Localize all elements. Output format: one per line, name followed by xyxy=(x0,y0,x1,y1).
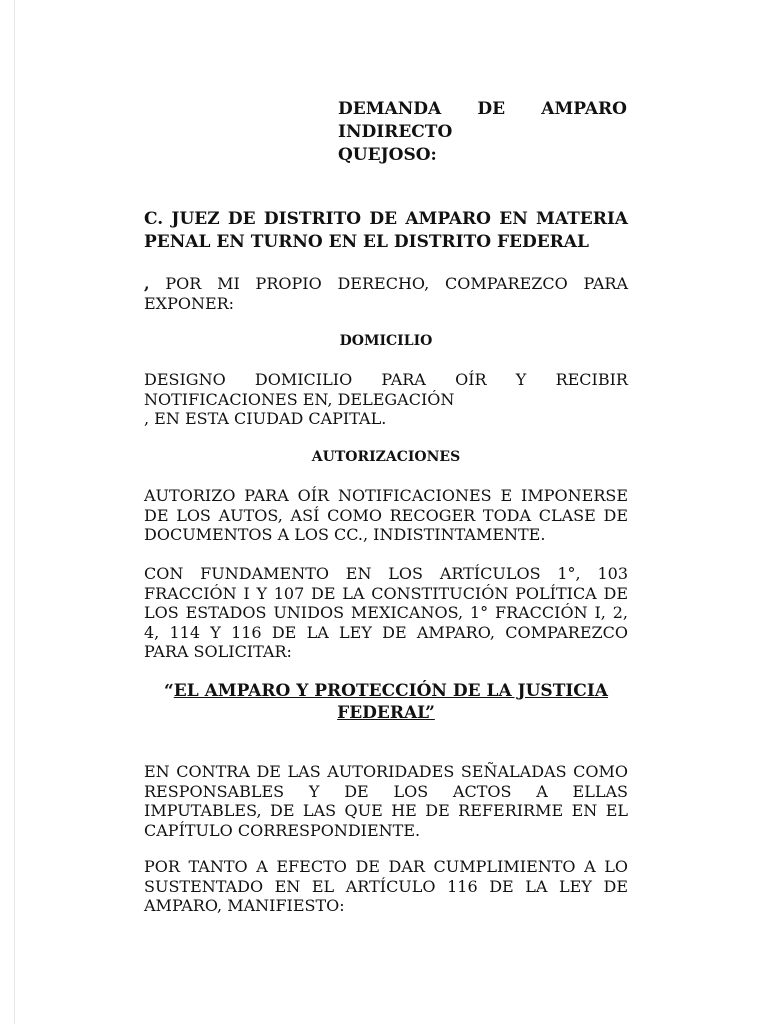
domicilio-title: DOMICILIO xyxy=(339,333,433,349)
intro-paragraph xyxy=(144,274,628,313)
petition-text-1: EL AMPARO Y PROTECCIÓN DE LA JUSTICIA xyxy=(173,681,608,701)
heading-line-1 xyxy=(338,98,627,121)
heading-line-2: INDIRECTO xyxy=(338,122,453,142)
fundamento-paragraph: CON FUNDAMENTO EN LOS ARTÍCULOS 1°, 103 FRACCIÓN I Y 107 DE LA CONSTITUCIÓN POLÍTICA DE LOS ESTADOS UNIDOS MEXICANOS, 1° FRACCIÓN I, 2, 4, 114 Y 116 DE LA LEY DE AMPARO, COMPAREZCO PARA SOLICITAR: xyxy=(144,564,628,661)
domicilio-word: Y xyxy=(515,370,527,389)
domicilio-paragraph xyxy=(144,370,628,429)
domicilio-word: PARA xyxy=(381,370,426,389)
heading-line-3: QUEJOSO: xyxy=(338,145,437,165)
petition-open-quote: “ xyxy=(164,681,174,701)
petition-line-2 xyxy=(144,702,628,724)
heading-word: DE xyxy=(477,99,506,119)
domicilio-word: DOMICILIO xyxy=(254,370,353,389)
contra-paragraph: EN CONTRA DE LAS AUTORIDADES SEÑALADAS COMO RESPONSABLES Y DE LOS ACTOS A ELLAS IMPUTABLES, DE LAS QUE HE DE REFERIRME EN EL CAPÍTULO CORRESPONDIENTE. xyxy=(144,762,628,840)
petition-heading xyxy=(144,680,628,724)
petition-line-1 xyxy=(144,680,628,702)
heading-word: AMPARO xyxy=(541,99,627,119)
document-heading xyxy=(338,98,627,167)
domicilio-word: DESIGNO xyxy=(144,370,226,389)
petition-text-2: FEDERAL xyxy=(337,703,426,723)
addressee: C. JUEZ DE DISTRITO DE AMPARO EN MATERIA PENAL EN TURNO EN EL DISTRITO FEDERAL xyxy=(144,209,628,252)
por-tanto-paragraph: POR TANTO A EFECTO DE DAR CUMPLIMIENTO A LO SUSTENTADO EN EL ARTÍCULO 116 DE LA LEY DE AMPARO, MANIFIESTO: xyxy=(144,857,628,915)
domicilio-line-3: , EN ESTA CIUDAD CAPITAL. xyxy=(144,409,387,428)
page-edge xyxy=(14,0,15,1024)
petition-close-quote: ” xyxy=(425,703,435,723)
intro-text: POR MI PROPIO DERECHO, COMPAREZCO PARA EXPONER: xyxy=(144,274,628,313)
autorizaciones-paragraph: AUTORIZO PARA OÍR NOTIFICACIONES E IMPONERSE DE LOS AUTOS, ASÍ COMO RECOGER TODA CLASE DE DOCUMENTOS A LOS CC., INDISTINTAMENTE. xyxy=(144,486,628,544)
domicilio-line-2: NOTIFICACIONES EN, DELEGACIÓN xyxy=(144,389,455,409)
autorizaciones-title: AUTORIZACIONES xyxy=(311,449,461,465)
intro-lead: , xyxy=(144,274,150,293)
heading-word: DEMANDA xyxy=(338,99,442,119)
domicilio-word: OÍR xyxy=(455,370,487,389)
domicilio-line-1 xyxy=(144,370,628,390)
domicilio-word: RECIBIR xyxy=(555,370,628,389)
